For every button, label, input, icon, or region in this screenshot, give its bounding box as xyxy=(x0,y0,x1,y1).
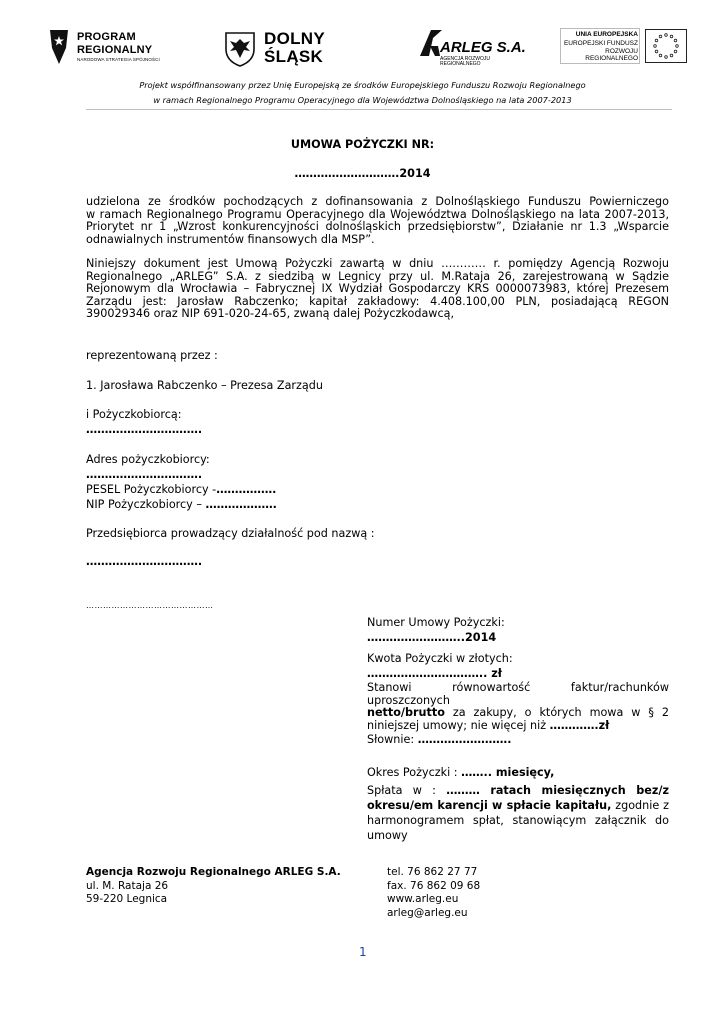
funding-line: w ramach Regionalnego Programu Operacyjnego dla Województwa Dolnośląskiego na lata 2007-2013, xyxy=(86,207,669,221)
cofinancing-line1: Projekt współfinansowany przez Unię Europejską ze środków Europejskiego Funduszu Rozwoju Regionalnego xyxy=(139,80,586,90)
repayment-line: harmonogramem spłat, stanowiącym załącznik do xyxy=(367,814,669,827)
borrower-value: …………………………. xyxy=(86,423,203,436)
eu-flag-icon xyxy=(645,29,687,63)
repayment-installments: ……… ratach miesięcznych bez/z xyxy=(446,784,669,797)
contract-number: ……………………….2014 xyxy=(294,167,431,180)
equivalence-paragraph xyxy=(367,682,669,732)
header-divider xyxy=(86,109,672,110)
dolny-slask-logo xyxy=(224,28,344,72)
cofinancing-line2: w ramach Regionalnego Programu Operacyjnego dla Województwa Dolnośląskiego na lata 2007-2013 xyxy=(153,95,572,105)
pesel-label: PESEL Pożyczkobiorcy - xyxy=(86,483,217,496)
loan-amount-value: ………………………….. zł xyxy=(367,667,502,680)
equivalence-line: Stanowi równowartość faktur/rachunków uproszczonych xyxy=(367,681,669,707)
ue-line3: ROZWOJU REGIONALNEGO xyxy=(585,48,638,62)
footer-tel: tel. 76 862 27 77 xyxy=(387,866,478,878)
footer-company: Agencja Rozwoju Regionalnego ARLEG S.A. xyxy=(86,866,341,878)
footer-right xyxy=(387,866,480,920)
parties-line: Regionalnego „ARLEG” S.A. z siedzibą w Legnicy przy ul. M.Rataja 26, zarejestrowaną w Sądzie xyxy=(86,269,669,283)
parties-line: 390029346 oraz NIP 691-020-24-65, zwaną dalej Pożyczkodawcą, xyxy=(86,307,455,321)
nip-row xyxy=(86,499,277,512)
parties-line: Rejonowym dla Wrocławia – Fabrycznej IX Wydział Gospodarczy KRS 0000073983, której Prezesem xyxy=(86,282,669,296)
program-regionalny-emblem-icon xyxy=(46,28,72,66)
page-number: 1 xyxy=(359,945,367,959)
program-regionalny-logo xyxy=(46,28,166,72)
loan-amount-label: Kwota Pożyczki w złotych: xyxy=(367,652,513,665)
address-label: Adres pożyczkobiorcy: xyxy=(86,453,210,466)
net-gross-text: netto/brutto xyxy=(367,706,445,720)
nip-label: NIP Pożyczkobiorcy – xyxy=(86,498,206,511)
funding-line: Priorytet nr 1 „Wzrost konkurencyjności dolnośląskich przedsiębiorstw”, Działanie nr 1.3 „Wsparcie xyxy=(86,220,669,234)
program-logo-line2: REGIONALNY xyxy=(77,44,153,56)
slask-line: ŚLĄSK xyxy=(264,47,324,66)
words-row xyxy=(367,734,511,747)
equivalence-rest: za zakupy, o których mowa w § 2 xyxy=(444,706,669,720)
program-logo-sub: NARODOWA STRATEGIA SPÓJNOŚCI xyxy=(77,57,160,62)
footer-left xyxy=(86,866,341,907)
nip-value: ………………. xyxy=(205,498,277,511)
parties-paragraph xyxy=(86,258,669,321)
equivalence-line xyxy=(367,720,669,733)
pesel-value: ……………. xyxy=(216,483,277,496)
footer-street: ul. M. Rataja 26 xyxy=(86,879,169,892)
business-value: …………………………. xyxy=(86,555,203,568)
footer-email[interactable]: arleg@arleg.eu xyxy=(387,906,468,919)
funding-paragraph xyxy=(86,196,669,246)
program-logo-line1: PROGRAM xyxy=(77,31,136,43)
eu-logo xyxy=(560,28,690,68)
period-label: Okres Pożyczki : xyxy=(367,766,462,779)
signature-line: ……………………………………… xyxy=(86,601,214,610)
repayment-grace: okresu/em karencji w spłacie kapitału, xyxy=(367,799,612,812)
dolny-line: DOLNY xyxy=(264,29,325,48)
ue-line2: EUROPEJSKI FUNDUSZ xyxy=(563,39,638,47)
footer-city: 59-220 Legnica xyxy=(86,893,168,905)
equivalence-max-label: niniejszej umowy; nie więcej niż xyxy=(367,718,550,732)
footer-fax: fax. 76 862 09 68 xyxy=(387,879,481,892)
repayment-line: umowy xyxy=(367,829,408,842)
repayment-line xyxy=(367,798,669,813)
parties-line: Zarządu jest: Jarosław Rabczenko; kapitał zakładowy: 4.408.100,00 PLN, posiadającą REGON xyxy=(86,294,669,308)
pesel-row xyxy=(86,484,276,497)
ue-line1: UNIA EUROPEJSKA xyxy=(575,31,638,38)
contract-number-value: ……………………..2014 xyxy=(367,631,497,644)
repayment-paragraph xyxy=(367,783,669,843)
period-value: …….. miesięcy, xyxy=(461,766,555,779)
contract-title: UMOWA POŻYCZKI NR: xyxy=(290,138,435,151)
eagle-coat-of-arms-icon xyxy=(224,31,256,67)
repayment-label: Spłata w : xyxy=(367,784,447,797)
footer-www[interactable]: www.arleg.eu xyxy=(387,893,459,905)
repayment-line xyxy=(367,783,669,798)
arleg-name: ARLEG S.A. xyxy=(440,39,526,56)
funding-line: odnawialnych instrumentów finansowych dla MSP”. xyxy=(86,232,375,246)
contract-number-label: Numer Umowy Pożyczki: xyxy=(367,616,505,629)
arleg-sub: AGENCJA ROZWOJU REGIONALNEGO xyxy=(440,56,491,67)
address-value: …………………………. xyxy=(86,468,203,481)
represented-by-label: reprezentowaną przez : xyxy=(86,349,218,362)
arleg-logo xyxy=(418,28,528,68)
representative-1: 1. Jarosława Rabczenko – Prezesa Zarządu xyxy=(86,379,323,392)
repayment-rest: zgodnie z xyxy=(611,799,669,812)
words-value: ……………………. xyxy=(417,733,512,746)
borrower-label: i Pożyczkobiorcą: xyxy=(86,408,182,421)
equivalence-max-value: ………….zł xyxy=(549,718,610,732)
funding-line: udzielona ze środków pochodzących z dofinansowania z Dolnośląskiego Funduszu Powierniczego xyxy=(86,195,669,208)
period-row xyxy=(367,767,554,780)
words-label: Słownie: xyxy=(367,733,418,746)
business-label: Przedsiębiorca prowadzący działalność pod nazwą : xyxy=(86,527,375,540)
parties-line: Niniejszy dokument jest Umową Pożyczki zawartą w dniu ………… r. pomiędzy Agencją Rozwoju xyxy=(86,257,669,270)
